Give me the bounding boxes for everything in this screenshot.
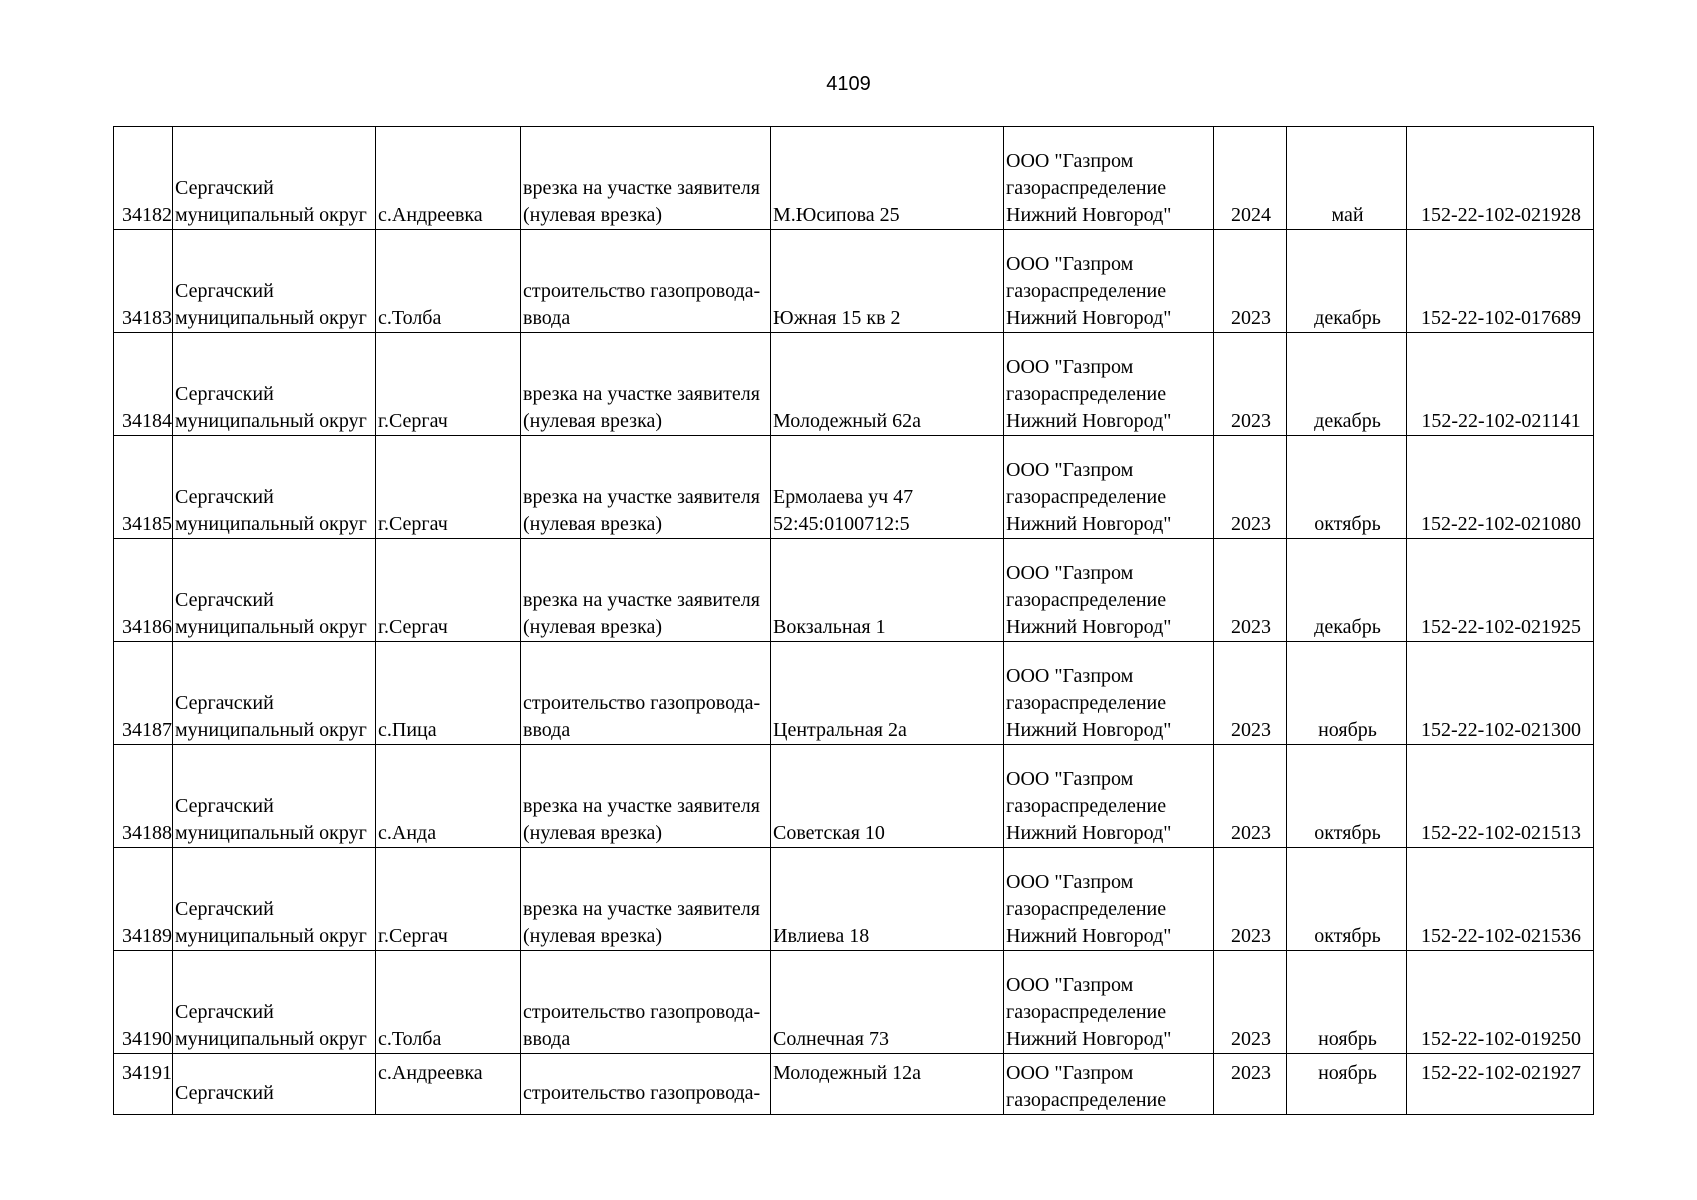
table-row <box>114 848 1594 951</box>
district-cell <box>173 642 376 745</box>
year-cell: 2023 <box>1214 848 1287 951</box>
work-type-cell-line: (нулевая врезка) <box>523 822 663 844</box>
work-type-cell-line: строительство газопровода- <box>523 280 761 302</box>
district-cell-line: Сергачский <box>175 486 274 508</box>
row-number: 34182 <box>114 127 173 230</box>
table-row <box>114 745 1594 848</box>
organization-cell-line: Нижний Новгород" <box>1006 616 1172 638</box>
table-row <box>114 127 1594 230</box>
month-cell: ноябрь <box>1287 951 1407 1054</box>
application-code-cell: 152-22-102-021080 <box>1407 436 1594 539</box>
district-cell <box>173 436 376 539</box>
organization-cell <box>1004 848 1214 951</box>
district-cell-line: муниципальный округ <box>175 1028 367 1050</box>
application-code-cell: 152-22-102-021141 <box>1407 333 1594 436</box>
address-cell <box>771 745 1004 848</box>
address-cell-line: Солнечная 73 <box>773 1028 889 1050</box>
registry-table <box>113 126 1594 1115</box>
work-type-cell <box>521 333 771 436</box>
work-type-cell <box>521 230 771 333</box>
settlement-cell: г.Сергач <box>376 333 521 436</box>
address-cell-line: Южная 15 кв 2 <box>773 307 901 329</box>
organization-cell-line: Нижний Новгород" <box>1006 307 1172 329</box>
organization-cell-line: Нижний Новгород" <box>1006 925 1172 947</box>
district-cell-line: муниципальный округ <box>175 410 367 432</box>
district-cell-line: муниципальный округ <box>175 513 367 535</box>
address-cell <box>771 230 1004 333</box>
address-cell-line: Советская 10 <box>773 822 885 844</box>
application-code-cell: 152-22-102-021536 <box>1407 848 1594 951</box>
table-row <box>114 436 1594 539</box>
month-cell: ноябрь <box>1287 1054 1407 1115</box>
address-cell <box>771 333 1004 436</box>
work-type-cell <box>521 951 771 1054</box>
organization-cell <box>1004 436 1214 539</box>
year-cell: 2023 <box>1214 436 1287 539</box>
district-cell-line: муниципальный округ <box>175 307 367 329</box>
month-cell: ноябрь <box>1287 642 1407 745</box>
district-cell <box>173 539 376 642</box>
year-cell: 2023 <box>1214 1054 1287 1115</box>
organization-cell <box>1004 642 1214 745</box>
row-number: 34189 <box>114 848 173 951</box>
application-code-cell: 152-22-102-017689 <box>1407 230 1594 333</box>
row-number: 34191 <box>114 1054 173 1115</box>
application-code-cell: 152-22-102-019250 <box>1407 951 1594 1054</box>
work-type-cell: строительство газопровода- <box>521 1054 771 1115</box>
settlement-cell: г.Сергач <box>376 436 521 539</box>
organization-cell-line: ООО "Газпром <box>1006 459 1134 481</box>
application-code-cell: 152-22-102-021928 <box>1407 127 1594 230</box>
district-cell-line: Сергачский <box>175 177 274 199</box>
organization-cell-line: газораспределение <box>1006 280 1167 302</box>
organization-cell <box>1004 951 1214 1054</box>
address-cell <box>771 848 1004 951</box>
address-cell: Молодежный 12а <box>771 1054 1004 1115</box>
month-cell: декабрь <box>1287 539 1407 642</box>
address-cell <box>771 951 1004 1054</box>
row-number: 34185 <box>114 436 173 539</box>
work-type-cell <box>521 848 771 951</box>
work-type-cell-line: строительство газопровода- <box>523 692 761 714</box>
month-cell: октябрь <box>1287 848 1407 951</box>
settlement-cell: с.Пица <box>376 642 521 745</box>
year-cell: 2023 <box>1214 642 1287 745</box>
district-cell-line: Сергачский <box>175 383 274 405</box>
settlement-cell: г.Сергач <box>376 848 521 951</box>
year-cell: 2023 <box>1214 539 1287 642</box>
district-cell-line: Сергачский <box>175 1001 274 1023</box>
table-row-partial <box>114 1054 1594 1115</box>
work-type-cell <box>521 539 771 642</box>
organization-cell-line: ООО "Газпром <box>1006 974 1134 996</box>
month-cell: октябрь <box>1287 745 1407 848</box>
district-cell-line: муниципальный округ <box>175 822 367 844</box>
address-cell-line: Вокзальная 1 <box>773 616 886 638</box>
settlement-cell: с.Андреевка <box>376 1054 521 1115</box>
work-type-cell-line: врезка на участке заявителя <box>523 486 760 508</box>
work-type-cell <box>521 745 771 848</box>
work-type-cell-line: (нулевая врезка) <box>523 204 663 226</box>
district-cell <box>173 848 376 951</box>
organization-cell-line: ООО "Газпром <box>1006 768 1134 790</box>
table-row <box>114 333 1594 436</box>
address-cell-line: М.Юсипова 25 <box>773 204 900 226</box>
work-type-cell-line: строительство газопровода- <box>523 1001 761 1023</box>
application-code-cell: 152-22-102-021927 <box>1407 1054 1594 1115</box>
work-type-cell <box>521 127 771 230</box>
address-cell-line: 52:45:0100712:5 <box>773 513 910 535</box>
district-cell <box>173 951 376 1054</box>
district-cell <box>173 745 376 848</box>
organization-cell-line: газораспределение <box>1006 692 1167 714</box>
month-cell: декабрь <box>1287 333 1407 436</box>
work-type-cell-line: (нулевая врезка) <box>523 410 663 432</box>
work-type-cell-line: врезка на участке заявителя <box>523 383 760 405</box>
district-cell-line: Сергачский <box>175 795 274 817</box>
work-type-cell-line: врезка на участке заявителя <box>523 795 760 817</box>
table-row <box>114 539 1594 642</box>
address-cell-line: Молодежный 62а <box>773 410 922 432</box>
row-number: 34187 <box>114 642 173 745</box>
district-cell-line: Сергачский <box>175 280 274 302</box>
table-row <box>114 230 1594 333</box>
organization-cell <box>1004 745 1214 848</box>
organization-cell <box>1004 333 1214 436</box>
work-type-cell-line: ввода <box>523 307 571 329</box>
organization-cell-line: Нижний Новгород" <box>1006 204 1172 226</box>
row-number: 34188 <box>114 745 173 848</box>
application-code-cell: 152-22-102-021925 <box>1407 539 1594 642</box>
organization-cell-line: Нижний Новгород" <box>1006 719 1172 741</box>
year-cell: 2024 <box>1214 127 1287 230</box>
district-cell-line: Сергачский <box>175 898 274 920</box>
row-number: 34183 <box>114 230 173 333</box>
table-row <box>114 951 1594 1054</box>
settlement-cell: с.Анда <box>376 745 521 848</box>
work-type-cell-line: ввода <box>523 1028 571 1050</box>
row-number: 34184 <box>114 333 173 436</box>
organization-cell <box>1004 1054 1214 1115</box>
address-cell <box>771 539 1004 642</box>
district-cell <box>173 230 376 333</box>
month-cell: май <box>1287 127 1407 230</box>
organization-cell-line: Нижний Новгород" <box>1006 410 1172 432</box>
application-code-cell: 152-22-102-021513 <box>1407 745 1594 848</box>
organization-cell <box>1004 230 1214 333</box>
work-type-cell-line: врезка на участке заявителя <box>523 177 760 199</box>
organization-cell-line: Нижний Новгород" <box>1006 822 1172 844</box>
organization-cell-line: ООО "Газпром <box>1006 562 1134 584</box>
organization-cell-line: ООО "Газпром <box>1006 665 1134 687</box>
address-cell-line: Ермолаева уч 47 <box>773 486 914 508</box>
organization-cell-line: газораспределение <box>1006 486 1167 508</box>
row-number: 34186 <box>114 539 173 642</box>
work-type-cell-line: (нулевая врезка) <box>523 616 663 638</box>
month-cell: октябрь <box>1287 436 1407 539</box>
organization-cell-line: ООО "Газпром <box>1006 871 1134 893</box>
address-cell <box>771 127 1004 230</box>
organization-cell-line: Нижний Новгород" <box>1006 513 1172 535</box>
year-cell: 2023 <box>1214 745 1287 848</box>
address-cell <box>771 436 1004 539</box>
organization-cell <box>1004 539 1214 642</box>
work-type-cell-line: врезка на участке заявителя <box>523 898 760 920</box>
organization-cell-line: Нижний Новгород" <box>1006 1028 1172 1050</box>
year-cell: 2023 <box>1214 951 1287 1054</box>
organization-cell-line: ООО "Газпром <box>1006 253 1134 275</box>
address-cell-line: Ивлиева 18 <box>773 925 870 947</box>
district-cell-line: муниципальный округ <box>175 616 367 638</box>
work-type-cell-line: (нулевая врезка) <box>523 513 663 535</box>
settlement-cell: с.Толба <box>376 230 521 333</box>
organization-cell <box>1004 127 1214 230</box>
work-type-cell <box>521 642 771 745</box>
page-number: 4109 <box>826 73 871 95</box>
work-type-cell-line: ввода <box>523 719 571 741</box>
organization-cell-line: газораспределение <box>1006 795 1167 817</box>
organization-cell-line: ООО "Газпром <box>1006 356 1134 378</box>
district-cell-line: Сергачский <box>175 692 274 714</box>
organization-cell-line: газораспределение <box>1006 177 1167 199</box>
year-cell: 2023 <box>1214 333 1287 436</box>
organization-cell-line: газораспределение <box>1006 898 1167 920</box>
district-cell-line: муниципальный округ <box>175 204 367 226</box>
organization-cell-line: газораспределение <box>1006 1089 1167 1111</box>
table-body <box>114 127 1594 1115</box>
settlement-cell: с.Андреевка <box>376 127 521 230</box>
district-cell <box>173 127 376 230</box>
table-row <box>114 642 1594 745</box>
organization-cell-line: газораспределение <box>1006 383 1167 405</box>
district-cell-line: муниципальный округ <box>175 925 367 947</box>
year-cell: 2023 <box>1214 230 1287 333</box>
organization-cell-line: ООО "Газпром <box>1006 1062 1134 1084</box>
application-code-cell: 152-22-102-021300 <box>1407 642 1594 745</box>
organization-cell-line: газораспределение <box>1006 1001 1167 1023</box>
work-type-cell-line: врезка на участке заявителя <box>523 589 760 611</box>
work-type-cell-line: (нулевая врезка) <box>523 925 663 947</box>
organization-cell-line: ООО "Газпром <box>1006 150 1134 172</box>
organization-cell-line: газораспределение <box>1006 589 1167 611</box>
row-number: 34190 <box>114 951 173 1054</box>
month-cell: декабрь <box>1287 230 1407 333</box>
address-cell-line: Центральная 2а <box>773 719 907 741</box>
district-cell <box>173 333 376 436</box>
district-cell: Сергачский <box>173 1054 376 1115</box>
district-cell-line: муниципальный округ <box>175 719 367 741</box>
district-cell-line: Сергачский <box>175 589 274 611</box>
settlement-cell: г.Сергач <box>376 539 521 642</box>
work-type-cell <box>521 436 771 539</box>
address-cell <box>771 642 1004 745</box>
settlement-cell: с.Толба <box>376 951 521 1054</box>
